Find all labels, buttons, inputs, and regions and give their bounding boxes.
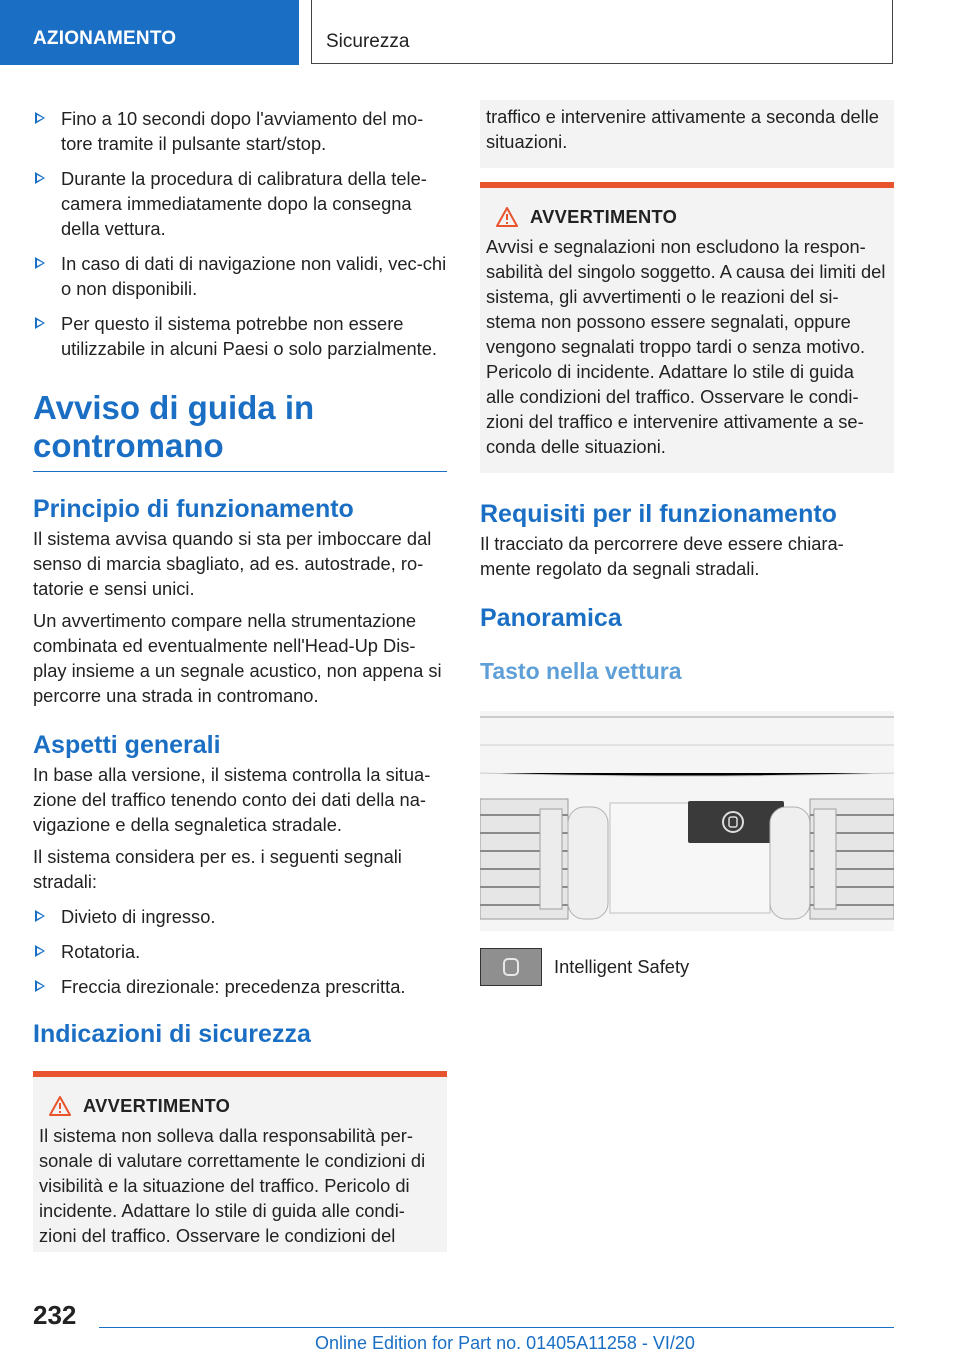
paragraph-principio-2: Un avvertimento compare nella strumentazione combinata ed eventualmente nell'Head-Up Dis-play insieme a un segnale acustico, non appena si percorre una strada in contromano. [33,610,442,706]
dashboard-illustration [480,711,894,931]
header-section-label: AZIONAMENTO [33,28,177,49]
list-item: Durante la procedura di calibratura della tele-camera immediatamente dopo la consegna della vettura. [33,166,447,241]
warning-text: Il sistema non solleva dalla responsabilità per-sonale di valutare correttamente le condizioni di visibilità e la situazione del traffico. Pericolo di incidente. Adattare lo stile di guida alle condi-zioni del traffico. Osservare le condizioni del [39,1125,426,1246]
warning-title [39,1095,439,1117]
header-chapter-label: Sicurezza [326,31,410,52]
warning-title [486,206,886,228]
warning-continued-text: traffico e intervenire attivamente a seconda delle situazioni. [486,106,879,152]
list-item: In caso di dati di navigazione non validi, vec-chi o non disponibili. [33,251,447,301]
list-item: Fino a 10 secondi dopo l'avviamento del mo-tore tramite il pulsante start/stop. [33,106,447,156]
list-item: Divieto di ingresso. [33,904,447,929]
bullet-arrow-icon [35,317,45,329]
warning-box [480,182,894,473]
paragraph-aspetti-2: Il sistema considera per es. i seguenti segnali stradali: [33,846,402,892]
paragraph-principio-1: Il sistema avvisa quando si sta per imboccare dal senso di marcia sbagliato, ad es. autostrade, ro-tatorie e sensi unici. [33,528,432,599]
footer-edition: Online Edition for Part no. 01405A11258 - VI/20 [315,1333,695,1353]
heading-sicurezza: Indicazioni di sicurezza [33,1020,311,1048]
warning-continued-box [480,100,894,168]
button-legend-row [480,948,894,986]
heading-requisiti: Requisiti per il funzionamento [480,500,837,528]
warning-triangle-icon [496,207,518,227]
list-item: Per questo il sistema potrebbe non essere utilizzabile in alcuni Paesi o solo parzialmente. [33,311,447,361]
right-column [480,100,894,986]
footer-rule [99,1327,894,1328]
header-chapter-tab [311,0,893,64]
bullet-arrow-icon [35,257,45,269]
header-section-tab [0,0,299,65]
bullet-arrow-icon [35,172,45,184]
warning-box [33,1071,447,1252]
paragraph-requisiti: Il tracciato da percorrere deve essere chiara-mente regolato da segnali stradali. [480,533,844,579]
page-title: Avviso di guida in contromano [33,389,315,464]
heading-panoramica: Panoramica [480,604,622,632]
list-item: Freccia direzionale: precedenza prescritta. [33,974,447,999]
warning-text: Avvisi e segnalazioni non escludono la respon-sabilità del singolo soggetto. A causa dei limiti del sistema, gli avvertimenti o le reazioni del si-stema non possono essere segnalati, oppure vengono segnalati troppo tardi o senza motivo. Pericolo di incidente. Adattare lo stile di guida alle condizioni del traffico. Osservare le condi-zioni del traffico e intervenire attivamente a se-conda delle situazioni. [486,236,886,457]
left-column [33,100,447,1252]
button-photo [480,711,894,931]
bullet-arrow-icon [35,910,45,922]
page-number: 232 [33,1300,77,1330]
warning-label: AVVERTIMENTO [83,1095,231,1116]
limitations-list [33,106,447,361]
button-legend-label: Intelligent Safety [554,956,690,977]
paragraph-aspetti-1: In base alla versione, il sistema controlla la situa-zione del traffico tenendo conto dei dati della na-vigazione e della segnaletica stradale. [33,764,431,835]
bullet-arrow-icon [35,112,45,124]
title-rule [33,471,447,472]
signals-list [33,904,447,999]
intelligent-safety-icon [480,948,542,986]
bullet-arrow-icon [35,980,45,992]
list-item: Rotatoria. [33,939,447,964]
heading-tasto: Tasto nella vettura [480,658,682,684]
bullet-arrow-icon [35,945,45,957]
warning-label: AVVERTIMENTO [530,206,678,227]
heading-principio: Principio di funzionamento [33,495,354,523]
warning-triangle-icon [49,1096,71,1116]
heading-aspetti: Aspetti generali [33,731,221,759]
